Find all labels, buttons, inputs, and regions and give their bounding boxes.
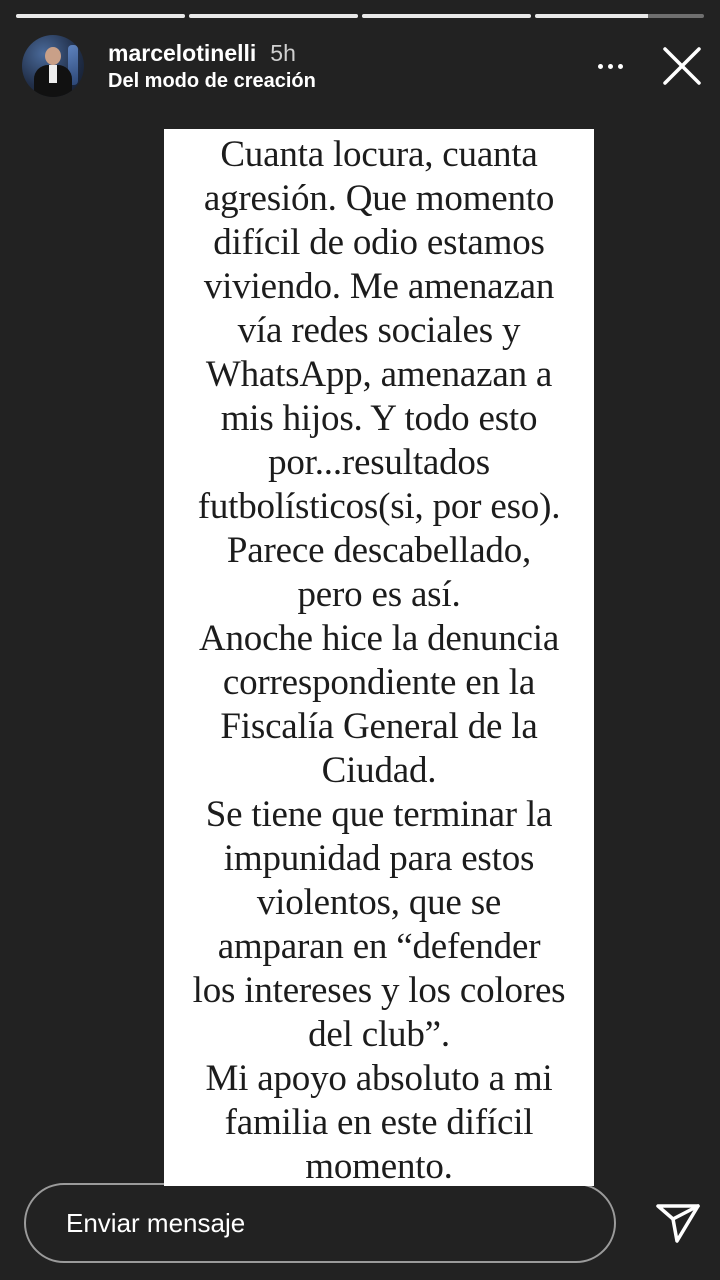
story-progress-fill bbox=[535, 14, 648, 18]
story-progress-segment bbox=[362, 14, 531, 18]
message-bar bbox=[24, 1182, 702, 1264]
story-subtitle: Del modo de creación bbox=[108, 69, 316, 92]
message-input[interactable] bbox=[24, 1183, 616, 1263]
avatar[interactable] bbox=[22, 35, 84, 97]
story-progress-segment bbox=[189, 14, 358, 18]
username[interactable]: marcelotinelli bbox=[108, 39, 257, 66]
post-time: 5h bbox=[270, 39, 296, 66]
user-info bbox=[108, 40, 316, 93]
header-actions bbox=[594, 46, 702, 86]
story-progress-fill bbox=[189, 14, 358, 18]
story-progress-segment bbox=[535, 14, 704, 18]
close-icon[interactable] bbox=[662, 46, 702, 86]
story-progress-bars bbox=[16, 14, 704, 18]
story-header bbox=[22, 34, 702, 98]
story-progress-fill bbox=[362, 14, 531, 18]
story-text-card bbox=[164, 129, 594, 1186]
story-progress-segment bbox=[16, 14, 185, 18]
message-placeholder: Enviar mensaje bbox=[66, 1207, 246, 1238]
story-progress-fill bbox=[16, 14, 185, 18]
send-icon[interactable] bbox=[654, 1199, 702, 1247]
more-options-icon[interactable] bbox=[594, 50, 626, 82]
story-text: Cuanta locura, cuanta agresión. Que momento difícil de odio estamos viviendo. Me amenazan vía redes sociales y WhatsApp, amenazan a mis hijos. Y todo esto por...resultados futbolísticos(si, por eso). Parece descabellado, pero es así. Anoche hice la denuncia correspondiente en la Fiscalía General de la Ciudad. Se tiene que terminar la impunidad para estos violentos, que se amparan en “defender los intereses y los colores del club”. Mi apoyo absoluto a mi familia en este difícil momento. bbox=[192, 134, 566, 1186]
